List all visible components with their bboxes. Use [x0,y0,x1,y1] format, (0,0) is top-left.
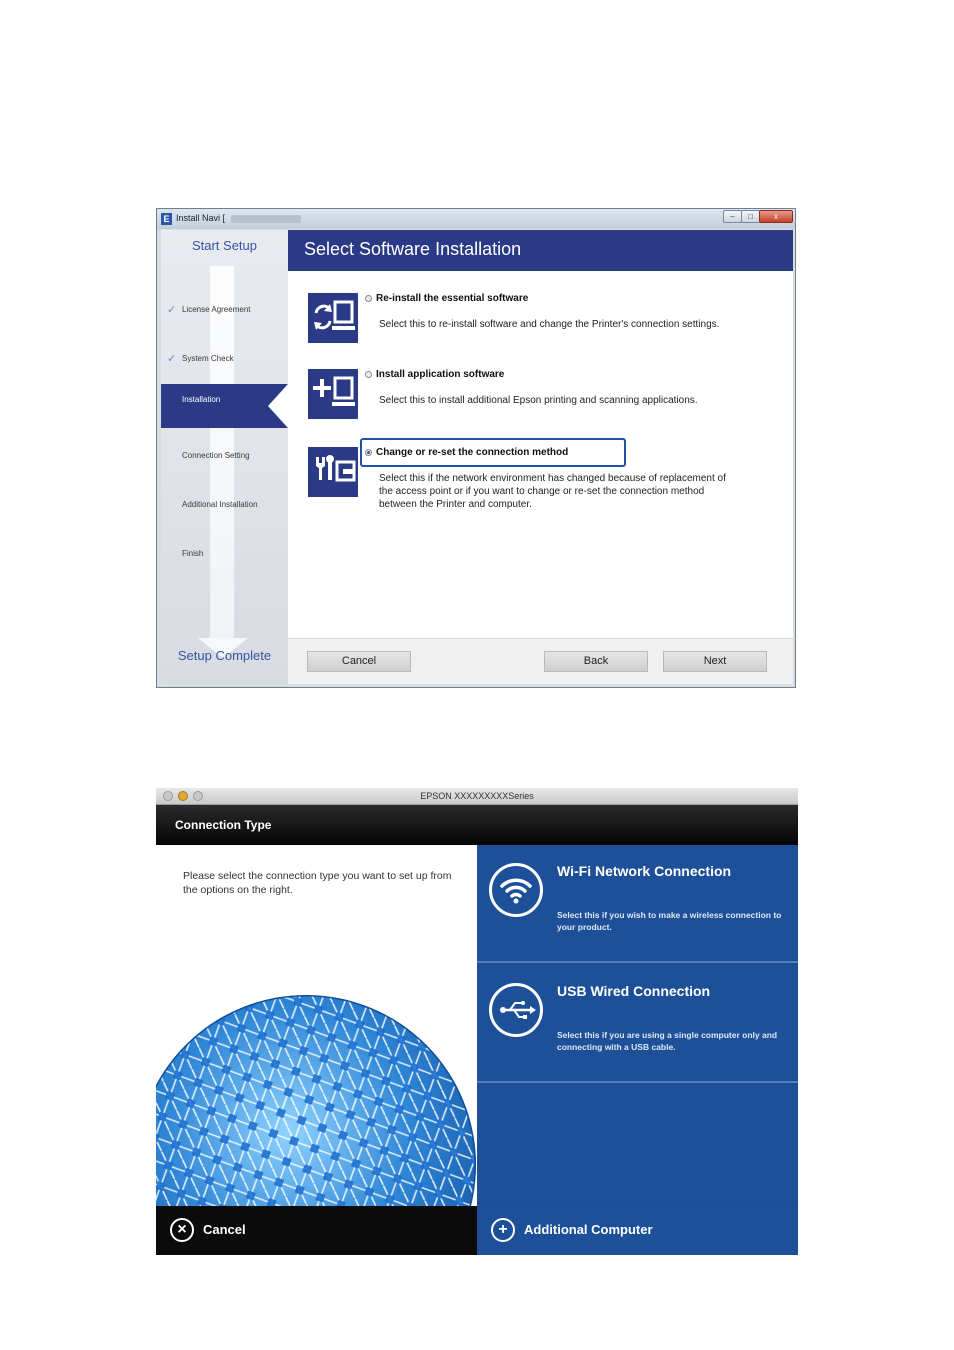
app-icon: E [161,213,172,225]
step-finish [161,544,288,564]
page-title: Select Software Installation [304,239,522,259]
start-setup-label: Start Setup [191,238,258,253]
minimize-button[interactable]: – [723,210,742,223]
check-icon: ✓ [167,353,177,365]
option-description: Select this if the network environment has changed because of replacement of the access point or if you want to change or re-set the connection method between the Printer and computer. [379,473,726,510]
option-description: Select this if you are using a single computer only and connecting with a USB cable. [557,1030,778,1052]
connection-tools-icon [308,447,358,497]
maximize-button[interactable]: □ [741,210,760,223]
cancel-bar[interactable] [156,1206,477,1255]
step-label: Connection Setting [182,451,250,460]
window-title: EPSON XXXXXXXXXSeries [420,791,534,801]
step-connection-setting [161,446,288,466]
step-system-check [161,349,288,369]
install-app-icon [308,369,358,419]
setup-steps-sidebar [161,230,288,684]
option-usb-connection[interactable] [477,965,798,1083]
wifi-icon [489,863,543,917]
usb-icon [489,983,543,1037]
epson-mac-window [156,788,798,1255]
current-step-pointer [268,384,288,428]
additional-computer-bar[interactable] [477,1206,798,1255]
connection-options [477,845,798,1206]
option-radio[interactable] [365,295,372,302]
cancel-button[interactable]: Cancel [203,1222,246,1237]
button-bar [288,638,793,684]
option-description: Select this if you wish to make a wireless connection to your product. [557,910,782,932]
page-title: Connection Type [175,818,272,832]
option-title: Change or re-set the connection method [376,447,569,458]
window-title: Install Navi [ [176,213,226,223]
title-blurred-text [231,215,301,223]
empty-option-slot [477,1085,798,1203]
selection-highlight [360,438,626,467]
option-title: Install application software [376,369,505,380]
network-globe-illustration [156,845,477,1206]
step-label: Installation [182,395,221,404]
intro-panel [156,845,477,1206]
step-additional-installation [161,495,288,515]
option-title: Re-install the essential software [376,293,529,304]
back-button[interactable]: Back [544,651,648,672]
page-header [288,230,793,271]
title-bar[interactable] [156,788,798,805]
step-label: Additional Installation [182,500,258,509]
intro-text: Please select the connection type you want to set up from the options on the right. [183,870,452,896]
cancel-icon: × [170,1218,194,1242]
step-label: License Agreement [182,305,251,314]
close-button[interactable]: x [759,210,793,223]
page-header [156,805,798,845]
option-title: USB Wired Connection [557,983,711,999]
option-description: Select this to install additional Epson printing and scanning applications. [379,395,698,406]
cancel-button[interactable]: Cancel [307,651,411,672]
option-wifi-connection[interactable] [477,845,798,963]
step-label: System Check [182,354,234,363]
title-bar[interactable] [157,209,795,229]
install-navi-window [156,208,796,688]
step-label: Finish [182,549,204,558]
step-license-agreement [161,300,288,320]
main-content [288,230,793,684]
setup-complete-label: Setup Complete [177,648,272,663]
option-radio[interactable] [365,371,372,378]
step-installation-active [161,384,288,428]
check-icon: ✓ [167,304,177,316]
option-description: Select this to re-install software and change the Printer's connection settings. [379,319,720,330]
option-title: Wi-Fi Network Connection [557,863,732,879]
reinstall-icon [308,293,358,343]
next-button[interactable]: Next [663,651,767,672]
additional-computer-button[interactable]: Additional Computer [524,1222,653,1237]
add-icon: + [491,1218,515,1242]
